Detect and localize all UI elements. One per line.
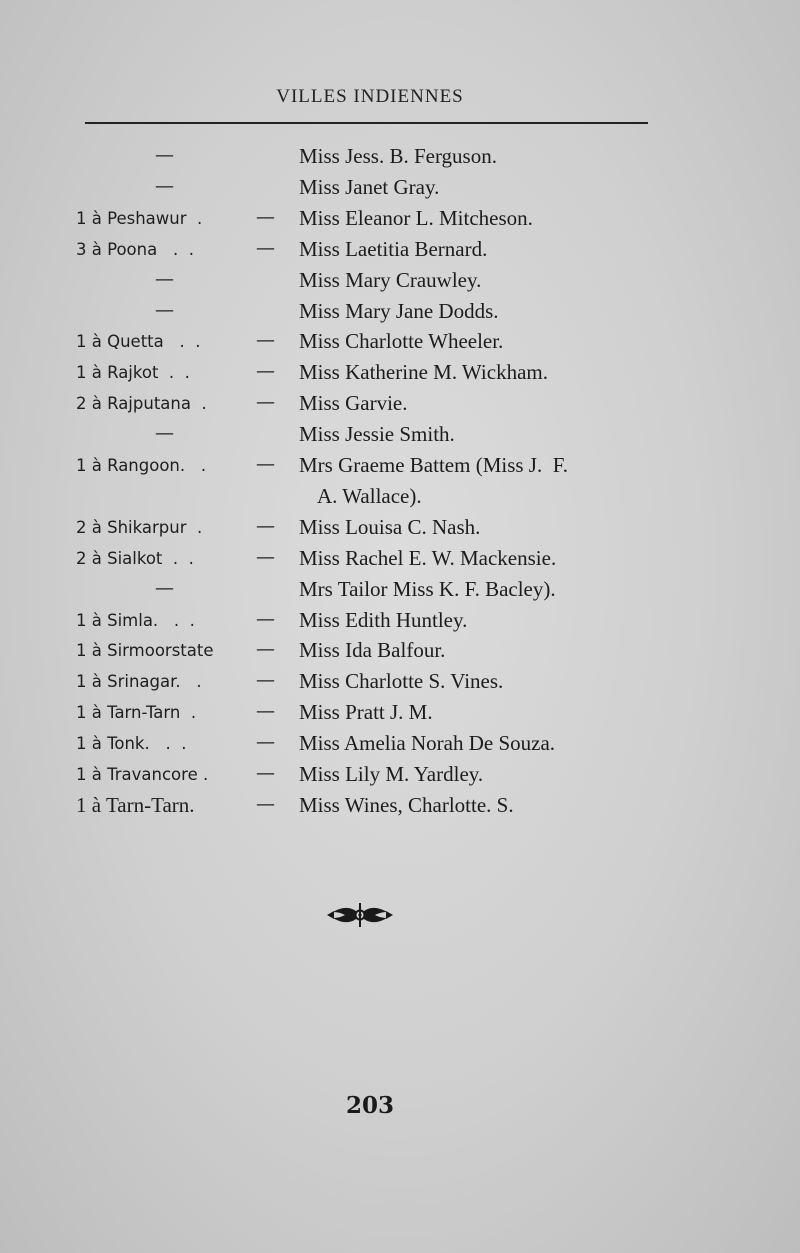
dash-separator: — (256, 514, 275, 537)
missionary-name: Miss Janet Gray. (299, 174, 440, 199)
dash-separator: — (256, 205, 275, 228)
city-label: 1 à Srinagar. . (76, 672, 202, 692)
dash-separator: — (256, 669, 275, 692)
missionary-name: Miss Jessie Smith. (299, 422, 455, 447)
list-item (0, 453, 800, 484)
missionary-name: Miss Mary Jane Dodds. (299, 298, 499, 323)
city-label: 1 à Simla. . . (76, 610, 195, 630)
city-label: 1 à Tarn-Tarn. (76, 792, 195, 817)
city-label: 1 à Rajkot . . (76, 363, 190, 383)
city-label: 1 à Tonk. . . (76, 734, 187, 754)
dash-separator: — (155, 267, 174, 290)
header-rule (85, 122, 648, 124)
list-item (0, 484, 800, 515)
list-item (0, 515, 800, 546)
dash-separator: — (256, 638, 275, 661)
list-item (0, 638, 800, 669)
dash-separator: — (256, 545, 275, 568)
list-item (0, 422, 800, 453)
city-label: 1 à Travancore . (76, 765, 209, 784)
dash-separator: — (256, 391, 275, 414)
city-label: 2 à Sialkot . . (76, 548, 194, 568)
missionary-name: Miss Katherine M. Wickham. (299, 360, 548, 385)
city-label: 1 à Tarn-Tarn . (76, 703, 197, 723)
dash-separator: — (256, 700, 275, 723)
dash-separator: — (256, 762, 275, 784)
city-label: 3 à Poona . . (76, 239, 194, 259)
missionary-name: Miss Lily M. Yardley. (299, 762, 484, 786)
missionary-name: Miss Pratt J. M. (299, 700, 433, 725)
missionary-name: A. Wallace). (317, 483, 422, 508)
city-label: 1 à Quetta . . (76, 332, 201, 352)
dash-separator: — (256, 360, 275, 383)
list-item (0, 144, 800, 175)
list-item (0, 360, 800, 391)
city-label: 1 à Peshawur . (76, 208, 203, 228)
missionary-name: Miss Ida Balfour. (299, 638, 446, 663)
page-number: 203 (345, 1092, 394, 1119)
dash-separator: — (256, 792, 275, 815)
dash-separator: — (155, 174, 174, 197)
missionary-name: Miss Eleanor L. Mitcheson. (299, 205, 533, 230)
list-item (0, 731, 800, 762)
list-item (0, 762, 800, 793)
list-item (0, 268, 800, 299)
dash-separator: — (256, 453, 275, 475)
city-label: 1 à Rangoon. . (76, 456, 207, 475)
missionary-name: Miss Charlotte Wheeler. (299, 329, 504, 354)
dash-separator: — (155, 144, 174, 166)
list-item (0, 391, 800, 422)
list-item (0, 299, 800, 330)
missionary-name: Miss Louisa C. Nash. (299, 514, 481, 539)
dash-separator: — (256, 329, 275, 352)
missionary-name: Miss Laetitia Bernard. (299, 236, 488, 261)
dash-separator: — (155, 576, 174, 599)
dash-separator: — (256, 731, 275, 754)
missionary-name: Miss Rachel E. W. Mackensie. (299, 545, 557, 570)
missionary-name: Miss Charlotte S. Vines. (299, 669, 504, 694)
list-item (0, 329, 800, 360)
missionary-name: Miss Edith Huntley. (299, 607, 468, 632)
list-item (0, 237, 800, 268)
list-item (0, 546, 800, 577)
dash-separator: — (256, 236, 275, 259)
city-label: 2 à Rajputana . (76, 394, 207, 414)
running-header: VILLES INDIENNES (276, 86, 464, 107)
city-label: 2 à Shikarpur . (76, 517, 203, 537)
missionary-name: Mrs Tailor Miss K. F. Bacley). (299, 576, 556, 601)
missionary-name: Miss Jess. B. Ferguson. (299, 144, 497, 168)
missionary-name: Miss Wines, Charlotte. S. (299, 792, 514, 817)
list-item (0, 669, 800, 700)
missionary-name: Miss Amelia Norah De Souza. (299, 731, 556, 756)
dash-separator: — (155, 422, 174, 445)
missionary-name: Mrs Graeme Battem (Miss J. F. (299, 453, 568, 477)
missionary-name: Miss Garvie. (299, 391, 408, 416)
list-item (0, 793, 800, 824)
list-item (0, 577, 800, 608)
missionary-name: Miss Mary Crauwley. (299, 267, 482, 292)
dash-separator: — (256, 607, 275, 630)
list-item (0, 175, 800, 206)
list-item (0, 608, 800, 639)
list-item (0, 700, 800, 731)
list-item (0, 206, 800, 237)
dash-separator: — (155, 298, 174, 321)
fleuron-ornament-icon (325, 900, 395, 930)
city-label: 1 à Sirmoorstate (76, 641, 214, 661)
